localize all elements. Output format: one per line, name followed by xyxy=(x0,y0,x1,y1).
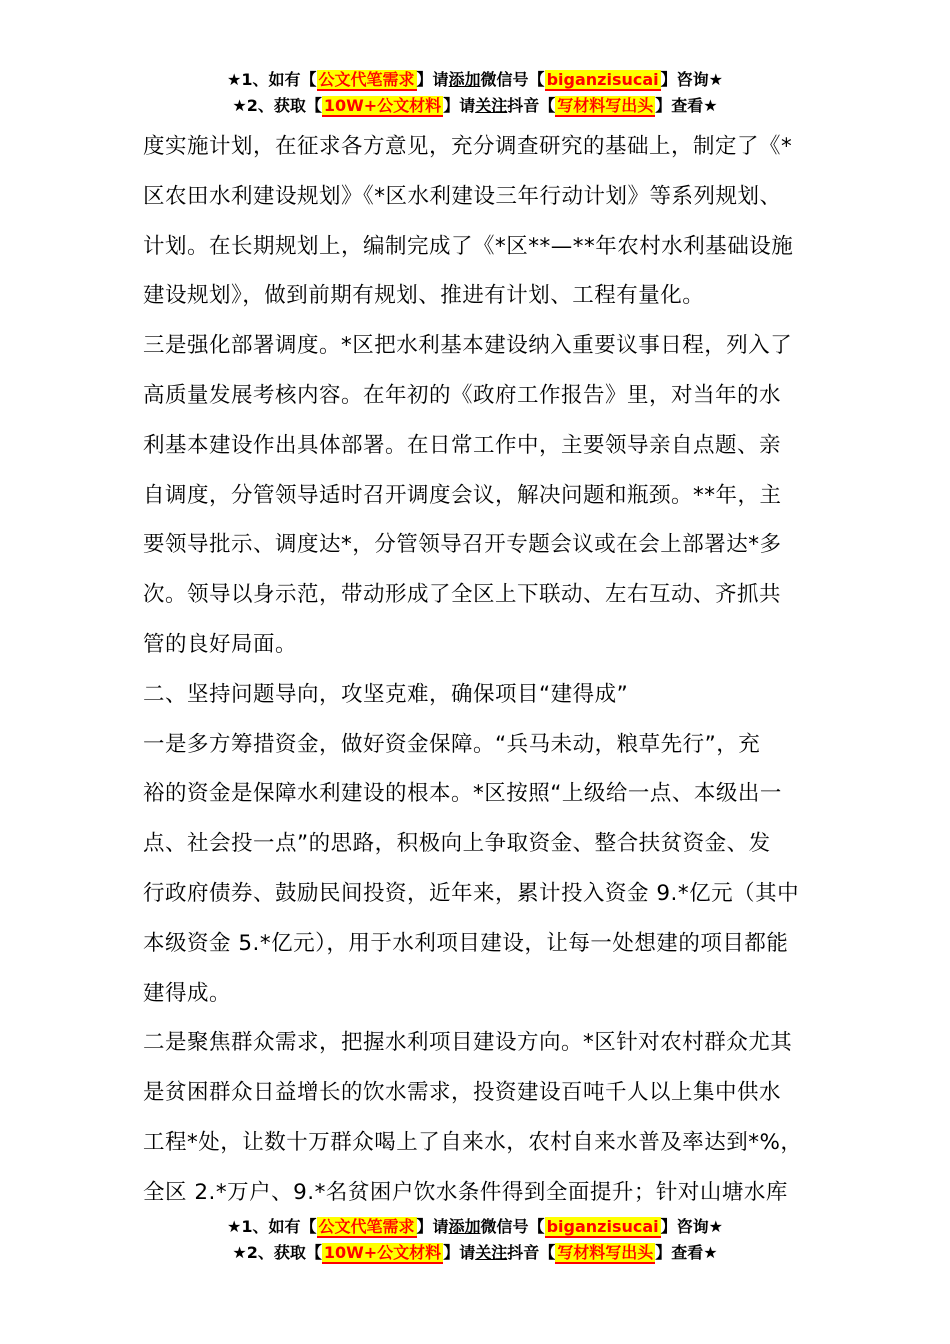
banner-underlined-text: 添加 xyxy=(448,1217,481,1236)
banner-text: ★2、获取【 xyxy=(232,1243,322,1262)
body-line: 计划。在长期规划上，编制完成了《*区**—**年农村水利基础设施 xyxy=(143,233,794,259)
body-line: 行政府债券、鼓励民间投资，近年来，累计投入资金 9.*亿元（其中 xyxy=(143,880,800,906)
banner-line-2 xyxy=(0,1240,950,1266)
banner-underlined-text: 添加 xyxy=(448,70,481,89)
highlight-wechat-id: biganzisucai xyxy=(546,1217,659,1236)
document-body xyxy=(143,122,809,1218)
banner-text: 微信号【 xyxy=(480,1217,545,1236)
body-line: 管的良好局面。 xyxy=(143,631,298,657)
banner-text: ★1、如有【 xyxy=(227,1217,317,1236)
highlight-service: 公文代笔需求 xyxy=(318,70,415,89)
highlight-douyin-account: 写材料写出头 xyxy=(557,1243,654,1262)
banner-text: 】咨询★ xyxy=(660,70,723,89)
banner-text: 】查看★ xyxy=(655,1243,718,1262)
body-line: 工程*处，让数十万群众喝上了自来水，农村自来水普及率达到*%， xyxy=(143,1129,803,1155)
highlight-service: 公文代笔需求 xyxy=(318,1217,415,1236)
body-line: 自调度，分管领导适时召开调度会议，解决问题和瓶颈。**年，主 xyxy=(143,482,782,508)
body-line: 一是多方筹措资金，做好资金保障。“兵马未动，粮草先行”，充 xyxy=(143,731,761,757)
banner-line-1 xyxy=(0,67,950,93)
header-banner xyxy=(0,67,950,119)
banner-underlined-text: 关注 xyxy=(475,1243,508,1262)
body-line: 建得成。 xyxy=(143,980,232,1006)
banner-text: 】咨询★ xyxy=(660,1217,723,1236)
banner-text: 抖音【 xyxy=(507,96,556,115)
banner-text: 微信号【 xyxy=(480,70,545,89)
body-line: 本级资金 5.*亿元），用于水利项目建设，让每一处想建的项目都能 xyxy=(143,930,789,956)
body-line: 是贫困群众日益增长的饮水需求，投资建设百吨千人以上集中供水 xyxy=(143,1080,782,1106)
body-line: 二是聚焦群众需求，把握水利项目建设方向。*区针对农村群众尤其 xyxy=(143,1030,793,1056)
body-line: 全区 2.*万户、9.*名贫困户饮水条件得到全面提升；针对山塘水库 xyxy=(143,1179,788,1205)
banner-line-2 xyxy=(0,93,950,119)
body-line: 度实施计划，在征求各方意见，充分调查研究的基础上，制定了《* xyxy=(143,134,793,159)
body-line: 次。领导以身示范，带动形成了全区上下联动、左右互动、齐抓共 xyxy=(143,582,782,608)
body-line: 高质量发展考核内容。在年初的《政府工作报告》里，对当年的水 xyxy=(143,382,782,408)
highlight-materials: 10W+公文材料 xyxy=(323,96,442,115)
banner-text: ★2、获取【 xyxy=(232,96,322,115)
footer-banner xyxy=(0,1214,950,1266)
banner-text: 】请 xyxy=(416,70,449,89)
body-line: 区农田水利建设规划》《*区水利建设三年行动计划》等系列规划、 xyxy=(143,183,782,209)
banner-line-1 xyxy=(0,1214,950,1240)
highlight-wechat-id: biganzisucai xyxy=(546,70,659,89)
body-line: 建设规划》，做到前期有规划、推进有计划、工程有量化。 xyxy=(143,283,705,309)
banner-text: ★1、如有【 xyxy=(227,70,317,89)
banner-underlined-text: 关注 xyxy=(475,96,508,115)
body-line: 要领导批示、调度达*，分管领导召开专题会议或在会上部署达*多 xyxy=(143,532,782,558)
body-line: 利基本建设作出具体部署。在日常工作中，主要领导亲自点题、亲 xyxy=(143,432,782,458)
body-line: 三是强化部署调度。*区把水利基本建设纳入重要议事日程，列入了 xyxy=(143,333,793,359)
section-heading: 二、坚持问题导向，攻坚克难，确保项目“建得成” xyxy=(143,681,629,707)
highlight-douyin-account: 写材料写出头 xyxy=(557,96,654,115)
banner-text: 】查看★ xyxy=(655,96,718,115)
banner-text: 】请 xyxy=(443,1243,476,1262)
banner-text: 抖音【 xyxy=(507,1243,556,1262)
banner-text: 】请 xyxy=(416,1217,449,1236)
body-line: 裕的资金是保障水利建设的根本。*区按照“上级给一点、本级出一 xyxy=(143,781,782,807)
banner-text: 】请 xyxy=(443,96,476,115)
body-line: 点、社会投一点”的思路，积极向上争取资金、整合扶贫资金、发 xyxy=(143,831,771,857)
highlight-materials: 10W+公文材料 xyxy=(323,1243,442,1262)
